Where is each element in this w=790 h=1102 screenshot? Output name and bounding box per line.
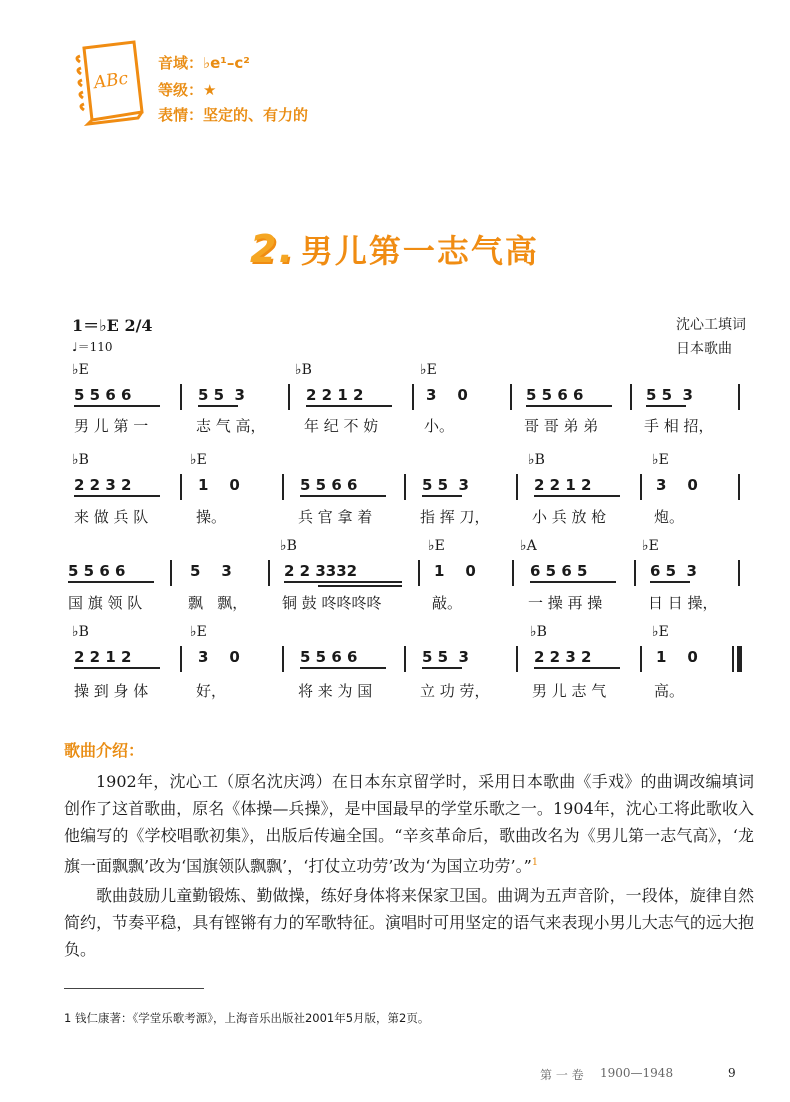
measure-notes: 5 5 3 [646, 386, 693, 404]
svg-text:ABc: ABc [92, 68, 130, 94]
beam-line [284, 581, 402, 583]
beam-line [306, 405, 392, 407]
measure-lyrics: 铜 鼓 咚咚咚咚 [282, 594, 382, 612]
chord: ♭E [190, 624, 207, 640]
measure-notes: 2 2 1 2 [306, 386, 364, 404]
range-value: ♭e¹–c² [203, 54, 250, 72]
level-info [158, 79, 216, 100]
measure-notes: 5 5 6 6 [300, 476, 358, 494]
barline [738, 474, 740, 500]
footer-volume: 第 一 卷 [540, 1068, 584, 1082]
barline [510, 384, 512, 410]
song-title-text: 男儿第一志气高 [300, 232, 539, 270]
beam-line [650, 581, 690, 583]
chord: ♭B [72, 452, 89, 468]
mood-info [158, 104, 308, 125]
barline [634, 560, 636, 586]
barline [288, 384, 290, 410]
chord: ♭B [295, 362, 312, 378]
beam-line [74, 667, 160, 669]
intro-heading: 歌曲介绍： [64, 741, 145, 760]
chord: ♭B [280, 538, 297, 554]
measure-lyrics: 小。 [424, 417, 455, 435]
measure-lyrics: 哥 哥 弟 弟 [524, 417, 599, 435]
beam-line [534, 495, 620, 497]
measure-lyrics: 志 气 高， [196, 417, 266, 435]
chord: ♭E [652, 624, 669, 640]
key-signature: 1＝♭E 2/4 [72, 316, 153, 335]
tempo-marking: ♩＝110 [72, 340, 113, 354]
barline [268, 560, 270, 586]
measure-lyrics: 操。 [196, 508, 227, 526]
measure-notes: 3 0 [198, 648, 240, 666]
measure-notes: 1 0 [434, 562, 476, 580]
range-label: 音域： [158, 54, 204, 72]
measure-notes: 5 5 6 6 [526, 386, 584, 404]
measure-notes: 5 5 6 6 [68, 562, 126, 580]
barline [738, 560, 740, 586]
chord: ♭E [190, 452, 207, 468]
composer-credit: 日本歌曲 [676, 341, 732, 357]
beam-line [74, 495, 160, 497]
footnote-marker: 1 [531, 857, 539, 868]
measure-lyrics: 一 操 再 操 [528, 594, 603, 612]
measure-lyrics: 兵 官 拿 着 [298, 508, 373, 526]
measure-lyrics: 国 旗 领 队 [68, 594, 143, 612]
measure-lyrics: 年 纪 不 妨 [304, 417, 379, 435]
barline [640, 646, 642, 672]
final-barline-thin [732, 646, 734, 672]
barline [282, 474, 284, 500]
chord: ♭E [642, 538, 659, 554]
measure-lyrics: 来 做 兵 队 [74, 508, 149, 526]
measure-lyrics: 炮。 [654, 508, 685, 526]
beam-line [526, 405, 612, 407]
barline [282, 646, 284, 672]
barline [412, 384, 414, 410]
barline [404, 646, 406, 672]
measure-lyrics: 飘 飘， [188, 594, 248, 612]
page-number: 9 [728, 1066, 736, 1080]
barline [180, 384, 182, 410]
beam-line [646, 405, 686, 407]
measure-lyrics: 手 相 招， [644, 417, 714, 435]
level-value: ★ [203, 81, 217, 99]
song-title [250, 226, 539, 272]
beam-line [318, 585, 402, 587]
barline [640, 474, 642, 500]
measure-notes: 2 2 3 2 [74, 476, 132, 494]
chord: ♭A [520, 538, 537, 554]
barline [418, 560, 420, 586]
measure-notes: 2 2 3 2 [534, 648, 592, 666]
measure-notes: 5 3 [190, 562, 232, 580]
mood-value: 坚定的、有力的 [203, 106, 309, 124]
measure-notes: 5 5 6 6 [300, 648, 358, 666]
measure-notes: 2 2 3332 [284, 562, 358, 580]
range-info [158, 52, 250, 73]
barline [516, 474, 518, 500]
measure-notes: 6 5 3 [650, 562, 697, 580]
mood-label: 表情： [158, 106, 204, 124]
chord: ♭E [72, 362, 89, 378]
measure-notes: 5 5 6 6 [74, 386, 132, 404]
song-number: 2. [250, 227, 295, 271]
measure-lyrics: 日 日 操， [648, 594, 718, 612]
measure-lyrics: 好， [196, 682, 227, 700]
measure-lyrics: 男 儿 第 一 [74, 417, 149, 435]
beam-line [530, 581, 616, 583]
barline [404, 474, 406, 500]
measure-lyrics: 小 兵 放 枪 [532, 508, 607, 526]
footnote-text: 1 钱仁康著：《学堂乐歌考源》，上海音乐出版社2001年5月版，第2页。 [64, 1011, 430, 1025]
beam-line [422, 495, 462, 497]
measure-lyrics: 男 儿 志 气 [532, 682, 607, 700]
measure-notes: 1 0 [656, 648, 698, 666]
measure-lyrics: 立 功 劳， [420, 682, 490, 700]
chord: ♭B [530, 624, 547, 640]
chord: ♭E [652, 452, 669, 468]
measure-notes: 6 5 6 5 [530, 562, 588, 580]
beam-line [534, 667, 620, 669]
notebook-abc-icon [70, 34, 150, 126]
chord: ♭E [420, 362, 437, 378]
measure-notes: 2 2 1 2 [534, 476, 592, 494]
measure-lyrics: 高。 [654, 682, 685, 700]
barline [512, 560, 514, 586]
measure-notes: 3 0 [426, 386, 468, 404]
barline [180, 646, 182, 672]
barline [516, 646, 518, 672]
intro-paragraph-2: 歌曲鼓励儿童勤锻炼、勤做操，练好身体将来保家卫国。曲调为五声音阶，一段体，旋律自然简约，节奏平稳，具有铿锵有力的军歌特征。演唱时可用坚定的语气来表现小男儿大志气的远大抱负。 [64, 886, 754, 959]
beam-line [198, 405, 238, 407]
measure-notes: 2 2 1 2 [74, 648, 132, 666]
chord: ♭B [72, 624, 89, 640]
measure-notes: 5 5 3 [422, 648, 469, 666]
measure-notes: 5 5 3 [198, 386, 245, 404]
beam-line [74, 405, 160, 407]
measure-lyrics: 操 到 身 体 [74, 682, 149, 700]
barline [738, 384, 740, 410]
final-barline-thick [737, 646, 742, 672]
intro-p1-text: 1902年，沈心工（原名沈庆鸿）在日本东京留学时，采用日本歌曲《手戏》的曲调改编填词创作了这首歌曲，原名《体操—兵操》，是中国最早的学堂乐歌之一。1904年，沈心工将此歌收入他编写的《学校唱歌初集》，出版后传遍全国。“辛亥革命后，歌曲改名为《男儿第一志气高》，‘龙旗一面飘飘’改为‘国旗领队飘飘’，‘打仗立功劳’改为‘为国立功劳’。” [64, 772, 754, 876]
intro-paragraph-1 [64, 768, 754, 879]
barline [170, 560, 172, 586]
measure-notes: 5 5 3 [422, 476, 469, 494]
lyricist-credit: 沈心工填词 [676, 317, 746, 333]
beam-line [422, 667, 462, 669]
beam-line [300, 495, 386, 497]
barline [180, 474, 182, 500]
footnote-divider [64, 988, 204, 989]
measure-lyrics: 敲。 [432, 594, 463, 612]
measure-notes: 1 0 [198, 476, 240, 494]
measure-lyrics: 将 来 为 国 [298, 682, 373, 700]
beam-line [68, 581, 154, 583]
measure-lyrics: 指 挥 刀， [420, 508, 490, 526]
level-label: 等级： [158, 81, 204, 99]
beam-line [300, 667, 386, 669]
footer-years: 1900—1948 [600, 1066, 674, 1080]
measure-notes: 3 0 [656, 476, 698, 494]
chord: ♭E [428, 538, 445, 554]
chord: ♭B [528, 452, 545, 468]
barline [630, 384, 632, 410]
